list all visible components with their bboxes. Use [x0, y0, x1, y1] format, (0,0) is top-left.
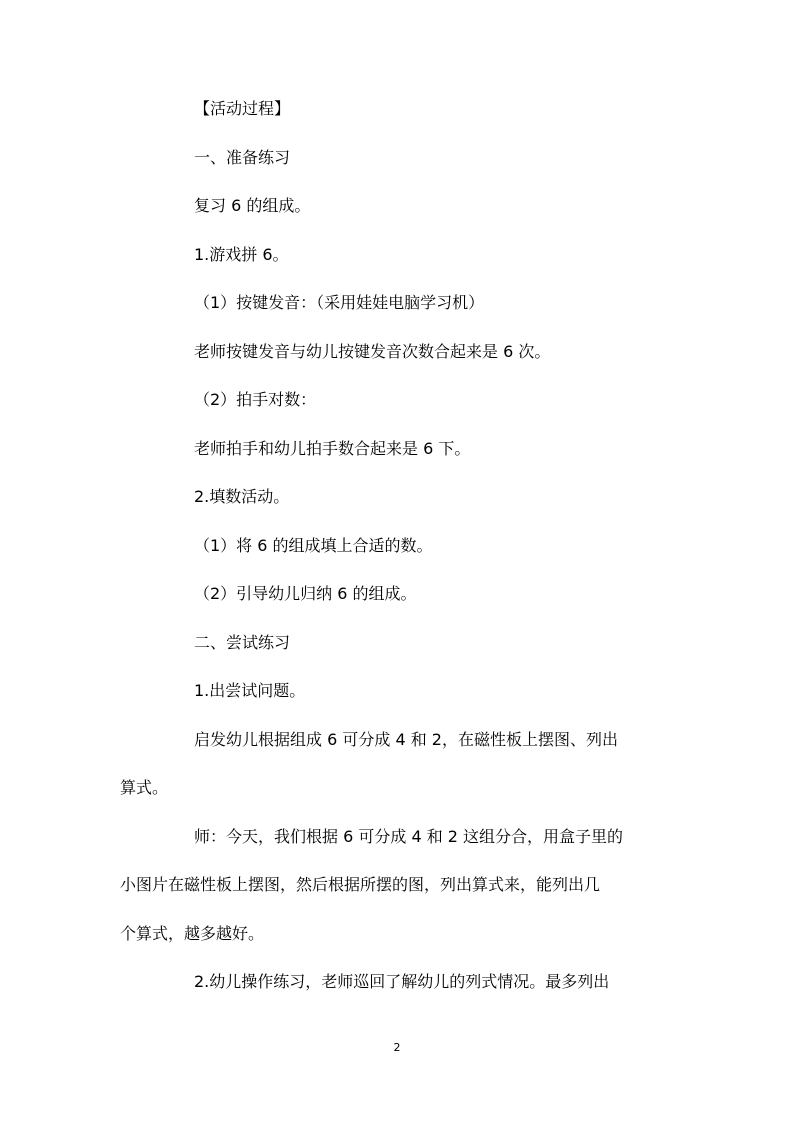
paragraph-line: 1.出尝试问题。 — [194, 681, 306, 700]
paragraph-line: （1）按键发音：（采用娃娃电脑学习机） — [194, 293, 485, 312]
paragraph-line: 1.游戏拼 6。 — [194, 245, 289, 264]
paragraph-line: 个算式，越多越好。 — [120, 924, 265, 943]
paragraph-line: 小图片在磁性板上摆图，然后根据所摆的图，列出算式来，能列出几 — [120, 875, 601, 894]
page-number: 2 — [393, 1041, 401, 1054]
heading-trial-practice: 二、尝试练习 — [194, 633, 291, 652]
paragraph-line: 复习 6 的组成。 — [194, 196, 311, 215]
paragraph-line: （1）将 6 的组成填上合适的数。 — [194, 536, 433, 555]
paragraph-line: （2）拍手对数： — [194, 390, 317, 409]
paragraph-line: 2.幼儿操作练习，老师巡回了解幼儿的列式情况。最多列出 — [194, 972, 610, 991]
heading-preparation-practice: 一、准备练习 — [194, 148, 291, 167]
paragraph-line: 启发幼儿根据组成 6 可分成 4 和 2，在磁性板上摆图、列出 — [194, 730, 618, 749]
paragraph-line: 师：今天，我们根据 6 可分成 4 和 2 这组分合，用盒子里的 — [194, 827, 624, 846]
paragraph-line: （2）引导幼儿归纳 6 的组成。 — [194, 584, 417, 603]
section-heading-activity-process: 【活动过程】 — [194, 99, 291, 118]
paragraph-line: 老师拍手和幼儿拍手数合起来是 6 下。 — [194, 439, 471, 458]
paragraph-line: 算式。 — [120, 778, 169, 797]
paragraph-line: 2.填数活动。 — [194, 487, 290, 506]
paragraph-line: 老师按键发音与幼儿按键发音次数合起来是 6 次。 — [194, 342, 551, 361]
